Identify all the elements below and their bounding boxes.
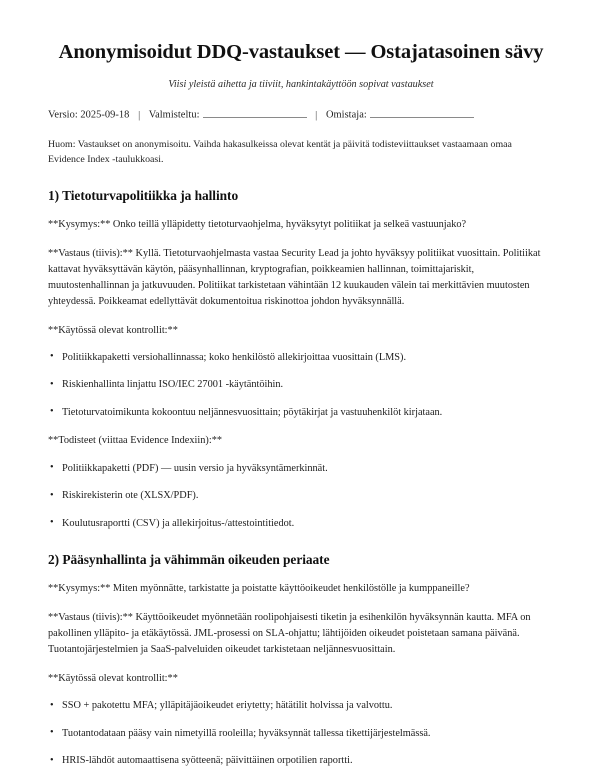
owner-label: Omistaja: bbox=[325, 109, 367, 121]
list-item: • Riskirekisterin ote (XLSX/PDF). bbox=[48, 488, 554, 503]
list-item: • SSO + pakotettu MFA; ylläpitäjäoikeudet eriytetty; hätätilit holvissa ja valvottu. bbox=[48, 698, 554, 713]
anonymization-note: Huom: Vastaukset on anonymisoitu. Vaihda hakasulkeissa olevat kentät ja päivitä todisteviittaukset vastaamaan omaa Evidence Index -taulukkoasi. bbox=[48, 138, 512, 165]
list-item: • Tietoturvatoimikunta kokoontuu neljännesvuosittain; pöytäkirjat ja vastuuhenkilöt kirjataan. bbox=[48, 405, 554, 420]
meta-separator-1: | bbox=[138, 109, 141, 121]
list-item: • Politiikkapaketti (PDF) — uusin versio ja hyväksyntämerkinnät. bbox=[48, 461, 554, 476]
page-subtitle: Viisi yleistä aihetta ja tiiviit, hankintakäyttöön sopivat vastaukset bbox=[168, 79, 434, 90]
section-2-answer: **Vastaus (tiivis):** Käyttöoikeudet myönnetään roolipohjaisesti tiketin ja esihenkilön hyväksynnän kautta. MFA on pakollinen ylläpito- ja etäkäytössä. JML-prosessi on SLA-ohjattu; lähtijöiden oikeudet poistetaan samana päivänä. Tuotantojärjestelmien ja SaaS-palveluiden oikeudet tarkistetaan neljännesvuosittain. bbox=[48, 612, 531, 655]
list-item: • Politiikkapaketti versiohallinnassa; koko henkilöstö allekirjoittaa vuosittain (LMS). bbox=[48, 350, 554, 365]
list-item: • Tuotantodataan pääsy vain nimetyillä rooleilla; hyväksynnät tallessa tikettijärjestelmässä. bbox=[48, 726, 554, 741]
section-2-controls-label: **Käytössä olevat kontrollit:** bbox=[48, 672, 178, 684]
version-label: Versio: 2025-09-18 bbox=[48, 109, 130, 121]
section-1-answer: **Vastaus (tiivis):** Kyllä. Tietoturvaohjelmasta vastaa Security Lead ja johto hyväksyy politiikat vuosittain. Politiikat kattavat hyväksyttävän käytön, pääsynhallinnan, kryptografian, poikkeamien hallinnan, toimittajariskit, muutostenhallinnan ja jatkuvuuden. Politiikat tarkistetaan vähintään 12 kuukauden välein tai merkittävien muutosten yhteydessä. Poikkeamat edellyttävät dokumentoitua riskinottoa johdon hyväksynnällä. bbox=[48, 248, 541, 307]
page-title: Anonymisoidut DDQ-vastaukset — Ostajatasoinen sävy bbox=[58, 41, 544, 63]
owner-field[interactable] bbox=[370, 108, 474, 118]
section-1-controls-list bbox=[48, 350, 554, 420]
section-1-evidence-list bbox=[48, 461, 554, 531]
prepared-by-field[interactable] bbox=[203, 108, 307, 118]
prepared-by-label: Valmisteltu: bbox=[148, 109, 200, 121]
section-2-question: **Kysymys:** Miten myönnätte, tarkistatte ja poistatte käyttöoikeudet henkilöstölle ja kumppaneille? bbox=[48, 583, 470, 595]
section-heading-2: 2) Pääsynhallinta ja vähimmän oikeuden periaate bbox=[48, 552, 330, 567]
section-1-question: **Kysymys:** Onko teillä ylläpidetty tietoturvaohjelma, hyväksytyt politiikat ja selkeä vastuunjako? bbox=[48, 219, 467, 231]
section-heading-1: 1) Tietoturvapolitiikka ja hallinto bbox=[48, 187, 239, 203]
list-item: • Koulutusraportti (CSV) ja allekirjoitus-/attestointitiedot. bbox=[48, 516, 554, 531]
list-item: • HRIS-lähdöt automaattisena syötteenä; päivittäinen orpotilien raportti. bbox=[48, 753, 554, 768]
section-2-controls-list bbox=[48, 698, 554, 768]
section-1-evidence-label: **Todisteet (viittaa Evidence Indexiin):** bbox=[48, 435, 222, 447]
meta-separator-2: | bbox=[315, 109, 318, 121]
list-item: • Riskienhallinta linjattu ISO/IEC 27001 -käytäntöihin. bbox=[48, 377, 554, 392]
section-1-controls-label: **Käytössä olevat kontrollit:** bbox=[48, 324, 178, 336]
document-metadata bbox=[48, 108, 554, 121]
